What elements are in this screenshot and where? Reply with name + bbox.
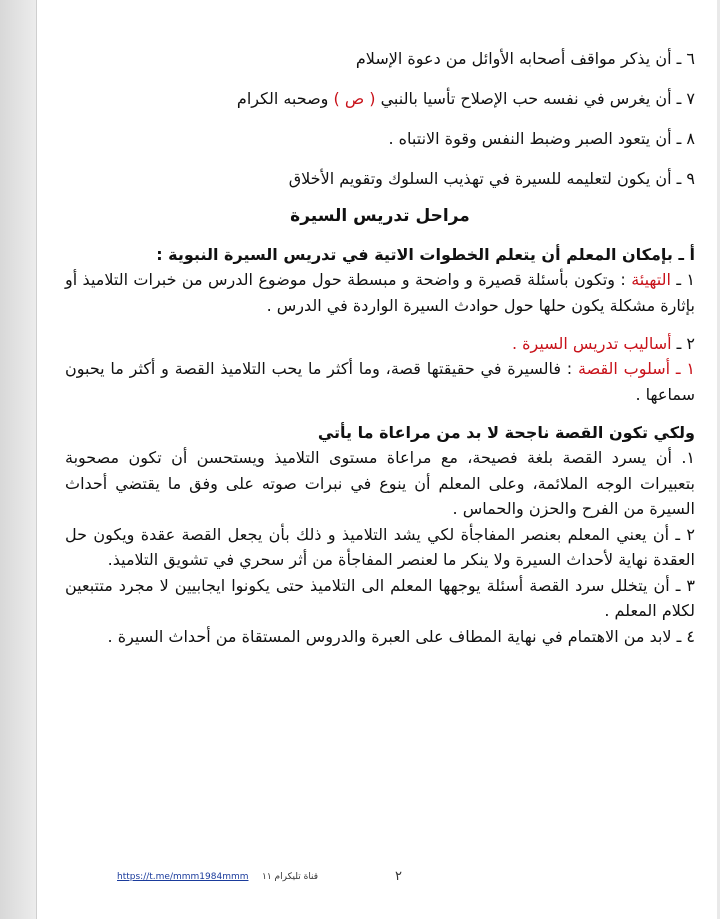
success-heading: ولكي تكون القصة ناجحة لا بد من مراعاة ما يأتي <box>317 423 695 442</box>
method-1-label: أسلوب القصة <box>577 359 671 378</box>
method-1-paragraph <box>65 356 695 407</box>
step-1-paragraph <box>65 267 695 318</box>
method-1-text: : فالسيرة في حقيقتها قصة، وما أكثر ما يحب التلاميذ القصة و أكثر ما يحبون سماعها . <box>65 359 695 404</box>
intro-line: أ ـ بإمكان المعلم أن يتعلم الخطوات الاتية في تدريس السيرة النبوية : <box>156 245 695 264</box>
step-2-line <box>65 331 695 356</box>
pbuh-mark: ( ص ) <box>333 89 376 108</box>
objective-9: ٩ ـ أن يكون لتعليمه للسيرة في تهذيب السلوك وتقويم الأخلاق <box>288 169 695 188</box>
channel-label: قناة تليكرام ١١ <box>262 872 319 882</box>
condition-3: ٣ ـ أن يتخلل سرد القصة أسئلة يوجهها المعلم الى التلاميذ حتى يكونوا ايجابيين لا مجرد متتبعين لكلام المعلم . <box>65 575 695 620</box>
condition-2: ٢ ـ أن يعني المعلم بعنصر المفاجأة لكي يشد التلاميذ و ذلك بأن يجعل القصة عقدة ويكون حل العقدة نهاية لأحداث السيرة ولا ينكر ما لعنصر المفاجأة من أثر سحري في تشويق التلاميذ. <box>65 524 695 569</box>
objective-6: ٦ ـ أن يذكر مواقف أصحابه الأوائل من دعوة الإسلام <box>355 49 695 68</box>
step-1-label: التهيئة <box>631 270 671 289</box>
step-1-number: ١ ـ <box>670 270 696 289</box>
page-edge-shadow <box>0 0 36 919</box>
step-2-number: ٢ ـ <box>671 334 695 353</box>
page-footer <box>117 869 707 885</box>
section-title: مراحل تدريس السيرة <box>290 206 470 226</box>
step-1-text: : وتكون بأسئلة قصيرة و واضحة و مبسطة حول موضوع الدرس من خبرات التلاميذ أو بإثارة مشكلة يكون حلها حول حوادث السيرة الواردة في الدرس . <box>65 270 695 315</box>
document-page <box>36 0 717 919</box>
objective-7 <box>65 86 695 111</box>
telegram-link[interactable]: https://t.me/mmm1984mmm <box>117 872 249 882</box>
page-number: ٢ <box>395 869 402 884</box>
objective-7-text: ٧ ـ أن يغرس في نفسه حب الإصلاح تأسيا بالنبي <box>375 89 695 108</box>
step-2-label: أساليب تدريس السيرة . <box>512 334 672 353</box>
page-content <box>65 46 695 649</box>
condition-4: ٤ ـ لابد من الاهتمام في نهاية المطاف على العبرة والدروس المستقاة من أحداث السيرة . <box>107 626 695 646</box>
method-1-number: ١ ـ <box>670 359 695 378</box>
objective-8: ٨ ـ أن يتعود الصبر وضبط النفس وقوة الانتباه . <box>388 129 695 148</box>
objective-7-tail: وصحبه الكرام <box>236 89 334 108</box>
condition-1: ١. أن يسرد القصة بلغة فصيحة، مع مراعاة مستوى التلاميذ ويستحسن أن تكون مصحوبة بتعبيرات الوجه الملائمة، وعلى المعلم أن ينوع في نبرات صوته على وفق ما يقتضي أحداث السيرة من الفرح والحزن والحماس . <box>65 448 695 518</box>
